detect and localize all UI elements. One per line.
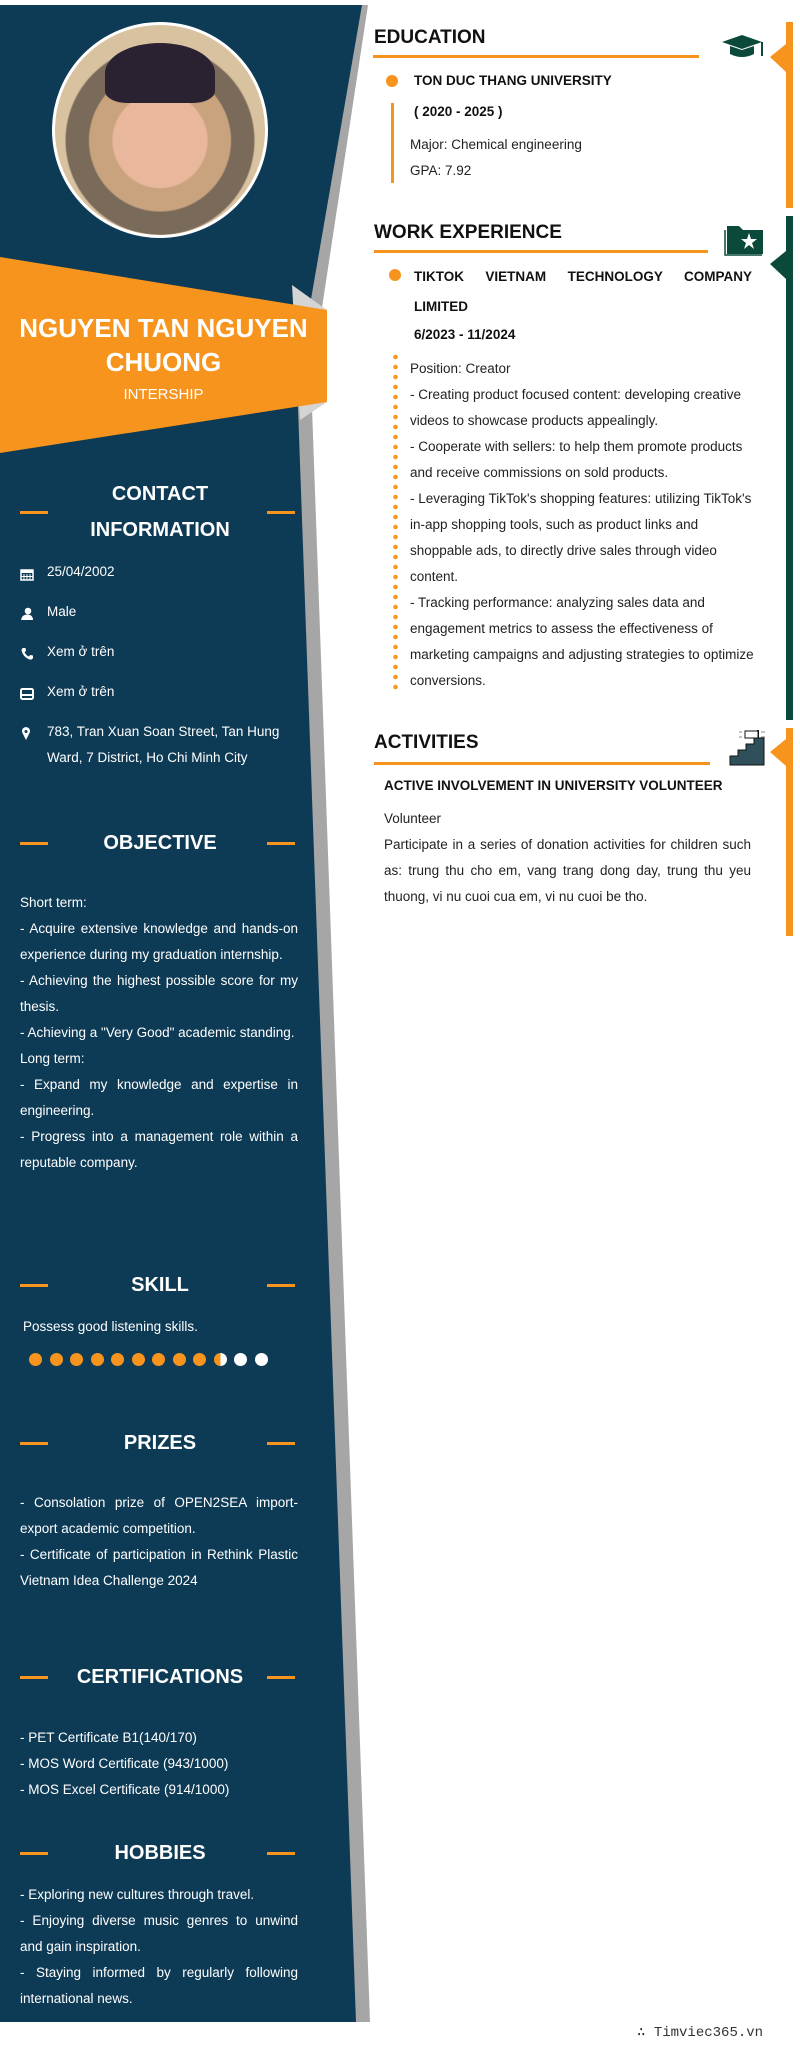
hobbies-text: - Exploring new cultures through travel. - Enjoying diverse music genres to unwind and gain inspiration. - Staying informed by regularly following international news.: [20, 1887, 298, 2006]
contact-gender: Male: [20, 599, 310, 630]
activities-title: ACTIVITIES: [374, 732, 479, 753]
prizes-text: - Consolation prize of OPEN2SEA import-export academic competition. - Certificate of participation in Rethink Plastic Vietnam Idea Challenge 2024: [20, 1495, 298, 1588]
skill-dot: [152, 1353, 165, 1366]
work-period: 6/2023 - 11/2024: [414, 327, 516, 342]
stairs-flag-icon: [728, 728, 768, 766]
skill-dot: [70, 1353, 83, 1366]
skill-dot: [234, 1353, 247, 1366]
objective-title: OBJECTIVE: [103, 832, 217, 854]
email-icon: [20, 679, 47, 710]
watermark: ∴ Timviec365.vn: [637, 2025, 764, 2041]
prizes-title: PRIZES: [123, 1432, 197, 1454]
education-gpa: GPA: 7.92: [410, 163, 472, 178]
skill-dot: [132, 1353, 145, 1366]
job-position: INTERSHIP: [123, 386, 204, 403]
education-period: ( 2020 - 2025 ): [414, 104, 503, 119]
contact-address: 783, Tran Xuan Soan Street, Tan Hung Ward, 7 District, Ho Chi Minh City: [20, 719, 310, 771]
activity-description: Participate in a series of donation activities for children such as: trung thu cho em, vang trang dong day, trung thu yeu thuong, vi nu cuoi cua em, vi nu cuoi be tho.: [384, 837, 751, 904]
objective-text: Short term: - Acquire extensive knowledge and hands-on experience during my graduation internship. - Achieving the highest possible score for my thesis. - Achieving a "Very Good" academic standing. Long term: - Expand my knowledge and expertise in engineering. - Progress into a management role within a reputable company.: [20, 895, 298, 1170]
skill-dot: [255, 1353, 268, 1366]
work-description: Position: Creator - Creating product focused content: developing creative videos to showcase products appealingly. - Cooperate with sellers: to help them promote products and receive commissions on sold products. - Leveraging TikTok's shopping features: utilizing TikTok's in-app shopping tools, such as product links and shoppable ads, to directly drive sales through video content. - Tracking performance: analyzing sales data and engagement metrics to assess the effectiveness of marketing campaigns and adjusting strategies to optimize conversions.: [410, 361, 754, 688]
folder-star-icon: [724, 222, 766, 256]
work-title: WORK EXPERIENCE: [374, 222, 562, 243]
phone-icon: [20, 639, 47, 670]
skill-dot: [111, 1353, 124, 1366]
skill-dot: [173, 1353, 186, 1366]
user-icon: [20, 599, 47, 630]
skill-dot: [29, 1353, 42, 1366]
activity-name: ACTIVE INVOLVEMENT IN UNIVERSITY VOLUNTEER: [384, 778, 723, 793]
work-company: TIKTOK VIETNAM TECHNOLOGY COMPANY LIMITED: [414, 269, 752, 314]
name-line-1: NGUYEN TAN NGUYEN: [19, 313, 308, 343]
contact-title-2: INFORMATION: [90, 519, 230, 541]
skill-name: Possess good listening skills.: [23, 1319, 198, 1334]
education-school: TON DUC THANG UNIVERSITY: [414, 73, 612, 88]
activity-role: Volunteer: [384, 811, 442, 826]
skill-dot: [193, 1353, 206, 1366]
skill-dot: [50, 1353, 63, 1366]
certifications-title: CERTIFICATIONS: [76, 1666, 244, 1688]
graduation-cap-icon: [720, 32, 765, 62]
name-line-2: CHUONG: [105, 347, 222, 377]
education-title: EDUCATION: [374, 27, 486, 48]
contact-title-1: CONTACT: [111, 483, 209, 505]
contact-phone: Xem ở trên: [20, 639, 310, 670]
skill-dot: [214, 1353, 227, 1366]
skill-dot: [91, 1353, 104, 1366]
contact-email: Xem ở trên: [20, 679, 310, 710]
certifications-text: - PET Certificate B1(140/170) - MOS Word Certificate (943/1000) - MOS Excel Certificate (914/1000): [20, 1730, 230, 1797]
location-icon: [20, 719, 47, 771]
avatar: [52, 22, 268, 238]
contact-dob: 25/04/2002: [20, 559, 310, 590]
education-major: Major: Chemical engineering: [410, 137, 582, 152]
calendar-icon: [20, 559, 47, 590]
skill-title: SKILL: [131, 1274, 189, 1296]
hobbies-title: HOBBIES: [114, 1842, 206, 1864]
